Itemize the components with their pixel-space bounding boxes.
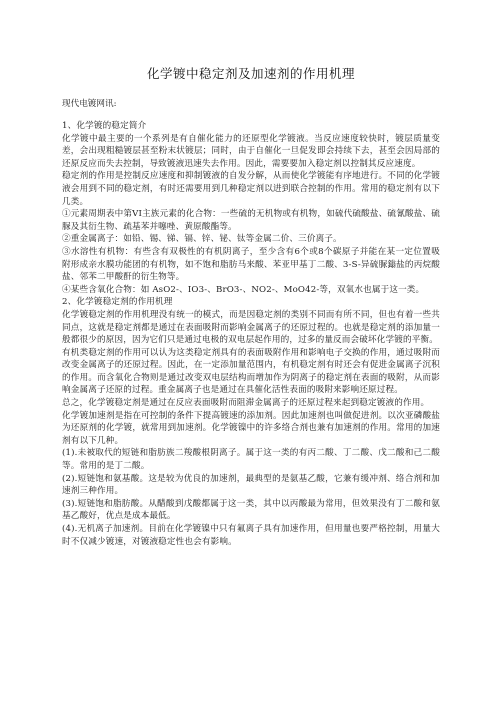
list-item: (3).短链饱和脂肪酸。从醋酸到戊酸都属于这一类，其中以丙酸最为常用，但效果没有丁二酸和氨基乙酸好，优点是成本最低。 <box>62 498 440 522</box>
section-heading-2: 2、化学镀稳定剂的作用机理 <box>62 297 173 308</box>
paragraph: 稳定剂的作用是控制反应速度和抑制镀液的自发分解，从而使化学镀能有序地进行。不同的化学镀液会用到不同的稳定剂，有时还需要用到几种稳定剂以进到联合控制的作用。常用的稳定剂有以下几类。 <box>62 171 440 207</box>
section-heading-1: 1、化学镀的稳定简介 <box>62 121 147 131</box>
document-title: 化学镀中稳定剂及加速剂的作用机理 <box>146 66 355 81</box>
paragraph: 化学镀稳定剂的作用机理没有统一的模式，而是因稳定剂的类别不同而有所不同，但也有着一些共同点，这就是稳定剂都是通过在表面吸附而影响金属离子的还原过程的。也就是稳定剂的添加量一般都很少的原因，因为它们只是通过电极的双电层起作用的，过多的量反而会破坏化学镀的平衡。 <box>62 309 440 346</box>
list-item: ①元素周期表中第VI主族元素的化合物：一些硫的无机物或有机物，如硫代硫酸盐、硫氰酸盐、硫脲及其衍生物、疏基苯并噻唑、黄原酸酯等。 <box>62 209 440 232</box>
source-line: 现代电镀网讯: <box>62 99 117 109</box>
list-item: ④某些含氧化合物：如 AsO2-、IO3-、BrO3-、NO2-、MoO42-等，双氧水也属于这一类。 <box>62 284 425 295</box>
list-item: (2).短链饱和氨基酸。这是较为优良的加速剂，最典型的是氨基乙酸，它兼有缓冲剂、络合剂和加速剂三种作用。 <box>62 473 440 497</box>
list-item: ③水溶性有机物：有些含有双极性的有机阴离子，至少含有6个或8个碳原子并能在某一定位置吸附形成亲水膜功能团的有机物，如不饱和脂肪马来酸、苯亚甲基丁二酸、3-S-异硫脲鎓盐的丙烷酸盐、邻苯二甲酸酐的衍生物等。 <box>62 246 440 283</box>
list-item: (4).无机离子加速剂。目前在化学镀镍中只有氟离子具有加速作用，但用量也要严格控制，用量大时不仅减少镀速，对镀液稳定性也会有影响。 <box>62 524 440 547</box>
paragraph: 化学镀加速剂是指在可控制的条件下提高镀速的添加剂。因此加速剂也叫做促进剂。以次亚磷酸盐为还原剂的化学镀，就常用到加速剂。化学镀镍中的许多络合剂也兼有加速剂的作用。常用的加速剂有以下几种。 <box>62 410 440 446</box>
list-item: (1).未被取代的短链和脂肪族二羧酸根阴离子。属于这一类的有丙二酸、丁二酸、戊二酸和己二酸等。常用的是丁二酸。 <box>62 448 440 472</box>
paragraph: 有机类稳定剂的作用可以认为这类稳定剂具有的表面吸附作用和影响电子交换的作用，通过吸附而改变金属离子的还原过程。因此，在一定添加量范围内，有机稳定剂有时还会有促进金属离子沉积的作用。而含氧化合物则是通过改变双电层结构而增加作为阴离子的稳定剂在表面的吸附，从而影响金属离子还原的过程。重金属离子也是通过在具催化活性表面的吸附来影响还原过程。 <box>62 347 440 396</box>
paragraph: 化学镀中最主要的一个系列是有自催化能力的还原型化学镀液。当反应速度较快时，镀层质量变差，会出现粗糙镀层甚至粉末状镀层；同时，由于自催化一旦促发即会持续下去，甚至会因局部的还原反应而失去控制，导致镀液迅速失去作用。因此，需要要加入稳定剂以控制其反应速度。 <box>62 133 440 169</box>
list-item: ②重金属离子：如铅、锡、锑、镉、锌、铋、钛等金属二价、三价离子。 <box>62 234 342 245</box>
document-body <box>62 120 440 548</box>
paragraph: 总之，化学镀稳定剂是通过在反应表面吸附而阻滞金属离子的还原过程来起到稳定镀液的作用。 <box>62 398 430 409</box>
